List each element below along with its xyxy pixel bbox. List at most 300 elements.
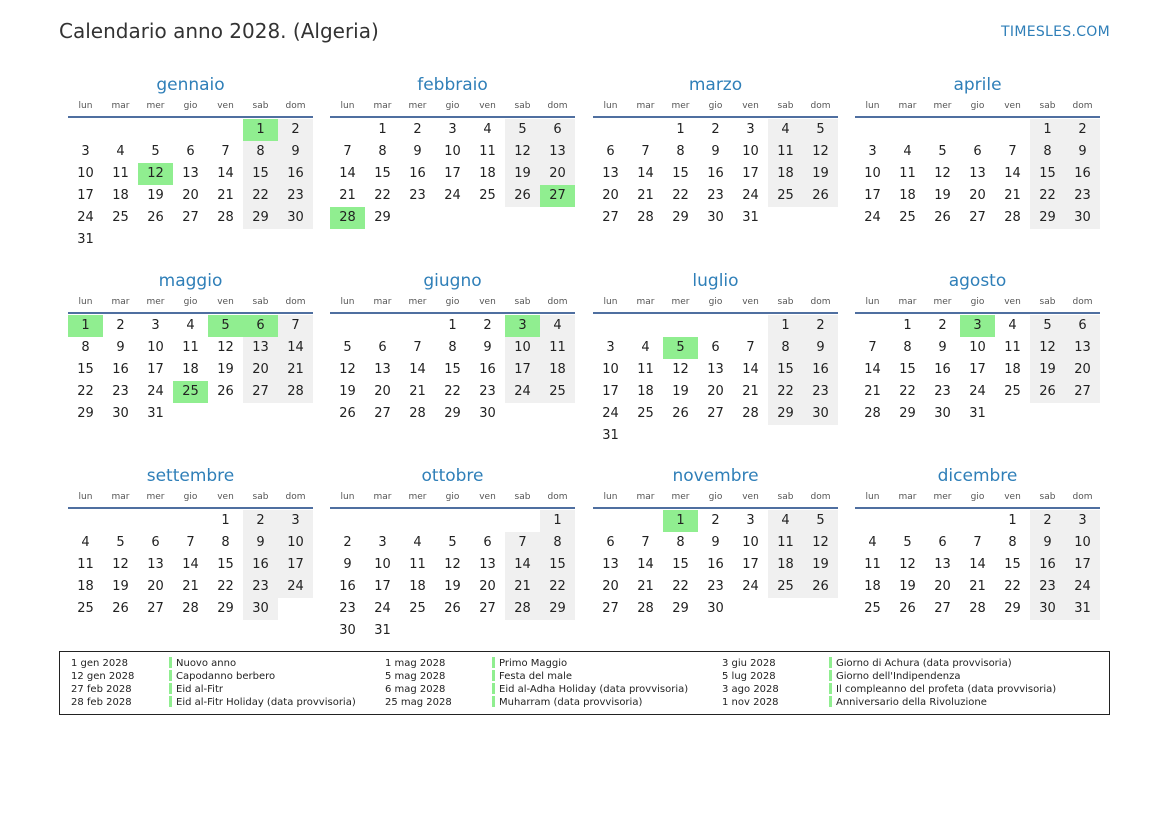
day-cell: 11 [768, 532, 803, 554]
weekday-label: lun [865, 492, 880, 502]
day-cell: 20 [243, 359, 278, 381]
month-name: gennaio [156, 75, 225, 95]
day-cell: 10 [77, 166, 94, 181]
days-grid [855, 119, 1100, 229]
day-cell: 4 [768, 510, 803, 532]
day-cell: 22 [374, 188, 391, 203]
day-cell: 8 [540, 532, 575, 554]
weekday-label: sab [514, 297, 531, 307]
day-cell: 19 [1030, 359, 1065, 381]
day-cell: 21 [505, 576, 540, 598]
legend-date: 1 gen 2028 [71, 657, 129, 669]
legend-date: 27 feb 2028 [71, 683, 132, 695]
day-cell: 17 [278, 554, 313, 576]
day-cell: 16 [707, 557, 724, 572]
days-grid [593, 510, 838, 620]
days-grid [855, 315, 1100, 425]
day-cell: 8 [378, 144, 387, 159]
day-cell: 14 [969, 557, 986, 572]
day-cell: 23 [707, 579, 724, 594]
day-cell: 11 [864, 557, 881, 572]
day-cell: 9 [711, 144, 720, 159]
day-cell: 14 [742, 362, 759, 377]
month-name: agosto [948, 271, 1007, 291]
day-cell: 25 [112, 210, 129, 225]
day-cell: 18 [899, 188, 916, 203]
day-cell: 2 [413, 122, 422, 137]
holiday-legend [59, 651, 1110, 715]
day-cell: 20 [147, 579, 164, 594]
day-cell: 4 [868, 535, 877, 550]
day-cell: 18 [77, 579, 94, 594]
legend-holiday-name: Il compleanno del profeta (data provvisoria) [836, 683, 1057, 695]
day-cell: 26 [1030, 381, 1065, 403]
day-cell: 25 [899, 210, 916, 225]
day-cell: 13 [934, 557, 951, 572]
empty-cell [365, 315, 400, 337]
day-cell: 27 [602, 210, 619, 225]
day-cell: 29 [243, 207, 278, 229]
day-cell: 6 [1065, 315, 1100, 337]
day-cell: 28 [409, 406, 426, 421]
day-cell: 31 [742, 210, 759, 225]
day-cell: 1 [768, 315, 803, 337]
legend-date: 28 feb 2028 [71, 696, 132, 708]
day-cell: 26 [444, 601, 461, 616]
day-cell: 23 [278, 185, 313, 207]
weekday-label: ven [479, 492, 496, 502]
day-cell: 26 [899, 601, 916, 616]
day-cell: 29 [374, 210, 391, 225]
day-cell: 14 [1004, 166, 1021, 181]
day-cell: 3 [868, 144, 877, 159]
legend-date: 1 nov 2028 [722, 696, 779, 708]
day-cell: 18 [409, 579, 426, 594]
day-cell: 6 [711, 340, 720, 355]
day-cell: 6 [606, 144, 615, 159]
day-cell: 4 [483, 122, 492, 137]
day-cell: 16 [707, 166, 724, 181]
weekday-label: sab [514, 101, 531, 111]
day-cell: 17 [602, 384, 619, 399]
day-cell: 12 [803, 532, 838, 554]
weekday-label: mer [146, 492, 165, 502]
weekday-label: mer [933, 492, 952, 502]
weekday-header [68, 98, 313, 114]
day-cell: 7 [746, 340, 755, 355]
day-cell: 18 [182, 362, 199, 377]
day-cell: 8 [243, 141, 278, 163]
day-cell: 8 [676, 144, 685, 159]
day-cell: 5 [1030, 315, 1065, 337]
day-cell: 21 [637, 188, 654, 203]
weekday-label: lun [865, 101, 880, 111]
day-cell: 22 [77, 384, 94, 399]
weekday-label: ven [1004, 492, 1021, 502]
empty-cell [330, 510, 365, 532]
holiday-day-cell: 25 [173, 381, 208, 403]
day-cell: 13 [602, 166, 619, 181]
day-cell: 14 [864, 362, 881, 377]
day-cell: 7 [278, 315, 313, 337]
day-cell: 28 [217, 210, 234, 225]
day-cell: 24 [864, 210, 881, 225]
day-cell: 22 [672, 188, 689, 203]
day-cell: 6 [151, 535, 160, 550]
weekday-label: mer [933, 297, 952, 307]
legend-date: 5 mag 2028 [385, 670, 446, 682]
day-cell: 30 [803, 403, 838, 425]
legend-holiday-name: Eid al-Adha Holiday (data provvisoria) [499, 683, 689, 695]
holiday-marker-icon [829, 683, 832, 694]
day-cell: 5 [151, 144, 160, 159]
month-rule [68, 507, 313, 509]
day-cell: 29 [540, 598, 575, 620]
legend-holiday-name: Eid al-Fitr [176, 683, 223, 695]
weekday-label: ven [217, 297, 234, 307]
day-cell: 14 [278, 337, 313, 359]
day-cell: 15 [77, 362, 94, 377]
holiday-marker-icon [829, 657, 832, 668]
day-cell: 10 [374, 557, 391, 572]
month-name: giugno [423, 271, 482, 291]
day-cell: 26 [112, 601, 129, 616]
day-cell: 12 [1030, 337, 1065, 359]
weekday-label: sab [777, 101, 794, 111]
day-cell: 29 [217, 601, 234, 616]
day-cell: 28 [969, 601, 986, 616]
legend-holiday-name: Eid al-Fitr Holiday (data provvisoria) [176, 696, 356, 708]
day-cell: 24 [444, 188, 461, 203]
day-cell: 13 [479, 557, 496, 572]
weekday-label: mer [671, 297, 690, 307]
weekday-label: lun [340, 297, 355, 307]
month-name: marzo [688, 75, 743, 95]
day-cell: 24 [742, 579, 759, 594]
month-name: settembre [146, 466, 235, 486]
holiday-day-cell: 1 [663, 510, 698, 532]
holiday-marker-icon [169, 696, 172, 707]
weekday-label: dom [547, 101, 568, 111]
holiday-marker-icon [169, 670, 172, 681]
legend-date: 6 mag 2028 [385, 683, 446, 695]
empty-cell [68, 119, 103, 141]
empty-cell [890, 119, 925, 141]
day-cell: 2 [343, 535, 352, 550]
weekday-label: lun [78, 492, 93, 502]
empty-cell [138, 119, 173, 141]
weekday-label: gio [970, 101, 985, 111]
day-cell: 31 [969, 406, 986, 421]
day-cell: 27 [182, 210, 199, 225]
legend-row [71, 683, 356, 696]
weekday-label: dom [810, 101, 831, 111]
weekday-label: lun [340, 101, 355, 111]
day-cell: 28 [637, 601, 654, 616]
day-cell: 24 [374, 601, 391, 616]
day-cell: 24 [505, 381, 540, 403]
day-cell: 25 [77, 601, 94, 616]
day-cell: 3 [1065, 510, 1100, 532]
day-cell: 14 [217, 166, 234, 181]
day-cell: 7 [641, 144, 650, 159]
weekday-label: gio [445, 101, 460, 111]
day-cell: 24 [969, 384, 986, 399]
day-cell: 8 [81, 340, 90, 355]
weekday-label: mar [636, 492, 655, 502]
day-cell: 13 [540, 141, 575, 163]
weekday-label: ven [217, 492, 234, 502]
day-cell: 6 [938, 535, 947, 550]
days-grid [68, 510, 313, 620]
day-cell: 27 [934, 601, 951, 616]
day-cell: 30 [934, 406, 951, 421]
day-cell: 4 [186, 318, 195, 333]
day-cell: 15 [217, 557, 234, 572]
weekday-label: mar [111, 101, 130, 111]
empty-cell [208, 119, 243, 141]
empty-cell [400, 315, 435, 337]
day-cell: 15 [672, 166, 689, 181]
weekday-label: mar [636, 297, 655, 307]
day-cell: 5 [343, 340, 352, 355]
day-cell: 13 [1065, 337, 1100, 359]
day-cell: 30 [339, 623, 356, 638]
day-cell: 8 [768, 337, 803, 359]
day-cell: 2 [711, 122, 720, 137]
day-cell: 20 [707, 384, 724, 399]
empty-cell [505, 510, 540, 532]
weekday-label: gio [970, 492, 985, 502]
day-cell: 7 [641, 535, 650, 550]
empty-cell [470, 510, 505, 532]
day-cell: 24 [602, 406, 619, 421]
day-cell: 13 [969, 166, 986, 181]
holiday-marker-icon [169, 683, 172, 694]
weekday-label: dom [1072, 492, 1093, 502]
empty-cell [855, 510, 890, 532]
holiday-day-cell: 5 [208, 315, 243, 337]
legend-holiday-name: Anniversario della Rivoluzione [836, 696, 987, 708]
day-cell: 26 [147, 210, 164, 225]
day-cell: 14 [339, 166, 356, 181]
day-cell: 17 [742, 166, 759, 181]
holiday-day-cell: 5 [663, 337, 698, 359]
day-cell: 27 [147, 601, 164, 616]
month-ottobre [330, 464, 575, 642]
day-cell: 3 [606, 340, 615, 355]
weekday-header [593, 98, 838, 114]
day-cell: 4 [903, 144, 912, 159]
weekday-label: ven [1004, 101, 1021, 111]
day-cell: 29 [1030, 207, 1065, 229]
day-cell: 8 [1008, 535, 1017, 550]
day-cell: 1 [448, 318, 457, 333]
day-cell: 27 [1065, 381, 1100, 403]
empty-cell [855, 119, 890, 141]
legend-row [722, 696, 1056, 709]
day-cell: 11 [540, 337, 575, 359]
weekday-label: mar [373, 297, 392, 307]
holiday-marker-icon [829, 696, 832, 707]
day-cell: 7 [868, 340, 877, 355]
day-cell: 16 [479, 362, 496, 377]
weekday-label: ven [479, 297, 496, 307]
day-cell: 21 [182, 579, 199, 594]
empty-cell [68, 510, 103, 532]
weekday-label: mer [408, 297, 427, 307]
day-cell: 3 [278, 510, 313, 532]
day-cell: 22 [899, 384, 916, 399]
month-rule [593, 507, 838, 509]
month-aprile [855, 73, 1100, 229]
weekday-label: mer [146, 297, 165, 307]
weekday-label: ven [742, 297, 759, 307]
day-cell: 23 [409, 188, 426, 203]
day-cell: 2 [243, 510, 278, 532]
weekday-label: dom [285, 101, 306, 111]
day-cell: 8 [448, 340, 457, 355]
day-cell: 4 [540, 315, 575, 337]
month-name: maggio [158, 271, 223, 291]
month-rule [330, 312, 575, 314]
month-rule [68, 312, 313, 314]
day-cell: 13 [602, 557, 619, 572]
day-cell: 19 [217, 362, 234, 377]
weekday-header [330, 98, 575, 114]
day-cell: 20 [969, 188, 986, 203]
day-cell: 31 [147, 406, 164, 421]
weekday-label: gio [970, 297, 985, 307]
weekday-label: mar [373, 492, 392, 502]
weekday-label: gio [183, 297, 198, 307]
day-cell: 4 [116, 144, 125, 159]
legend-row [722, 657, 1056, 670]
day-cell: 6 [378, 340, 387, 355]
brand-link[interactable]: TIMESLES.COM [1001, 24, 1110, 40]
day-cell: 1 [540, 510, 575, 532]
weekday-label: dom [1072, 297, 1093, 307]
day-cell: 17 [374, 579, 391, 594]
month-rule [855, 507, 1100, 509]
day-cell: 20 [1065, 359, 1100, 381]
day-cell: 11 [768, 141, 803, 163]
day-cell: 21 [409, 384, 426, 399]
holiday-day-cell: 6 [243, 315, 278, 337]
day-cell: 6 [606, 535, 615, 550]
day-cell: 24 [1065, 576, 1100, 598]
month-name: aprile [953, 75, 1002, 95]
weekday-label: mer [933, 101, 952, 111]
month-name: luglio [692, 271, 739, 291]
weekday-label: mar [898, 492, 917, 502]
day-cell: 9 [278, 141, 313, 163]
day-cell: 15 [1030, 163, 1065, 185]
day-cell: 21 [637, 579, 654, 594]
legend-row [722, 670, 1056, 683]
day-cell: 22 [1004, 579, 1021, 594]
day-cell: 16 [243, 554, 278, 576]
day-cell: 12 [803, 141, 838, 163]
weekday-label: gio [183, 492, 198, 502]
empty-cell [995, 119, 1030, 141]
day-cell: 26 [803, 185, 838, 207]
day-cell: 9 [711, 535, 720, 550]
day-cell: 5 [116, 535, 125, 550]
day-cell: 11 [637, 362, 654, 377]
day-cell: 25 [864, 601, 881, 616]
legend-row [722, 683, 1056, 696]
empty-cell [628, 119, 663, 141]
legend-holiday-name: Capodanno berbero [176, 670, 276, 682]
day-cell: 21 [278, 359, 313, 381]
weekday-label: dom [810, 297, 831, 307]
day-cell: 13 [243, 337, 278, 359]
day-cell: 11 [1004, 340, 1021, 355]
empty-cell [593, 510, 628, 532]
day-cell: 7 [413, 340, 422, 355]
day-cell: 30 [1065, 207, 1100, 229]
day-cell: 24 [147, 384, 164, 399]
day-cell: 16 [1030, 554, 1065, 576]
day-cell: 30 [707, 210, 724, 225]
month-rule [855, 312, 1100, 314]
weekday-label: dom [285, 297, 306, 307]
day-cell: 5 [803, 510, 838, 532]
day-cell: 11 [899, 166, 916, 181]
weekday-label: lun [865, 297, 880, 307]
weekday-header [855, 98, 1100, 114]
day-cell: 17 [77, 188, 94, 203]
legend-date: 12 gen 2028 [71, 670, 135, 682]
weekday-label: ven [742, 101, 759, 111]
day-cell: 23 [707, 188, 724, 203]
day-cell: 9 [938, 340, 947, 355]
weekday-label: lun [78, 297, 93, 307]
day-cell: 21 [969, 579, 986, 594]
day-cell: 19 [505, 163, 540, 185]
month-rule [68, 116, 313, 118]
day-cell: 11 [77, 557, 94, 572]
legend-column [385, 657, 688, 709]
days-grid [330, 119, 575, 229]
day-cell: 17 [505, 359, 540, 381]
day-cell: 2 [938, 318, 947, 333]
day-cell: 17 [147, 362, 164, 377]
day-cell: 9 [413, 144, 422, 159]
day-cell: 28 [864, 406, 881, 421]
day-cell: 23 [1030, 576, 1065, 598]
weekday-label: ven [217, 101, 234, 111]
weekday-header [68, 489, 313, 505]
empty-cell [925, 510, 960, 532]
day-cell: 1 [221, 513, 230, 528]
day-cell: 5 [938, 144, 947, 159]
day-cell: 9 [483, 340, 492, 355]
day-cell: 26 [505, 185, 540, 207]
day-cell: 12 [217, 340, 234, 355]
weekday-header [855, 294, 1100, 310]
weekday-label: mer [408, 492, 427, 502]
day-cell: 3 [746, 122, 755, 137]
day-cell: 3 [81, 144, 90, 159]
legend-holiday-name: Nuovo anno [176, 657, 237, 669]
empty-cell [628, 315, 663, 337]
day-cell: 10 [505, 337, 540, 359]
day-cell: 4 [641, 340, 650, 355]
day-cell: 22 [540, 576, 575, 598]
day-cell: 6 [540, 119, 575, 141]
